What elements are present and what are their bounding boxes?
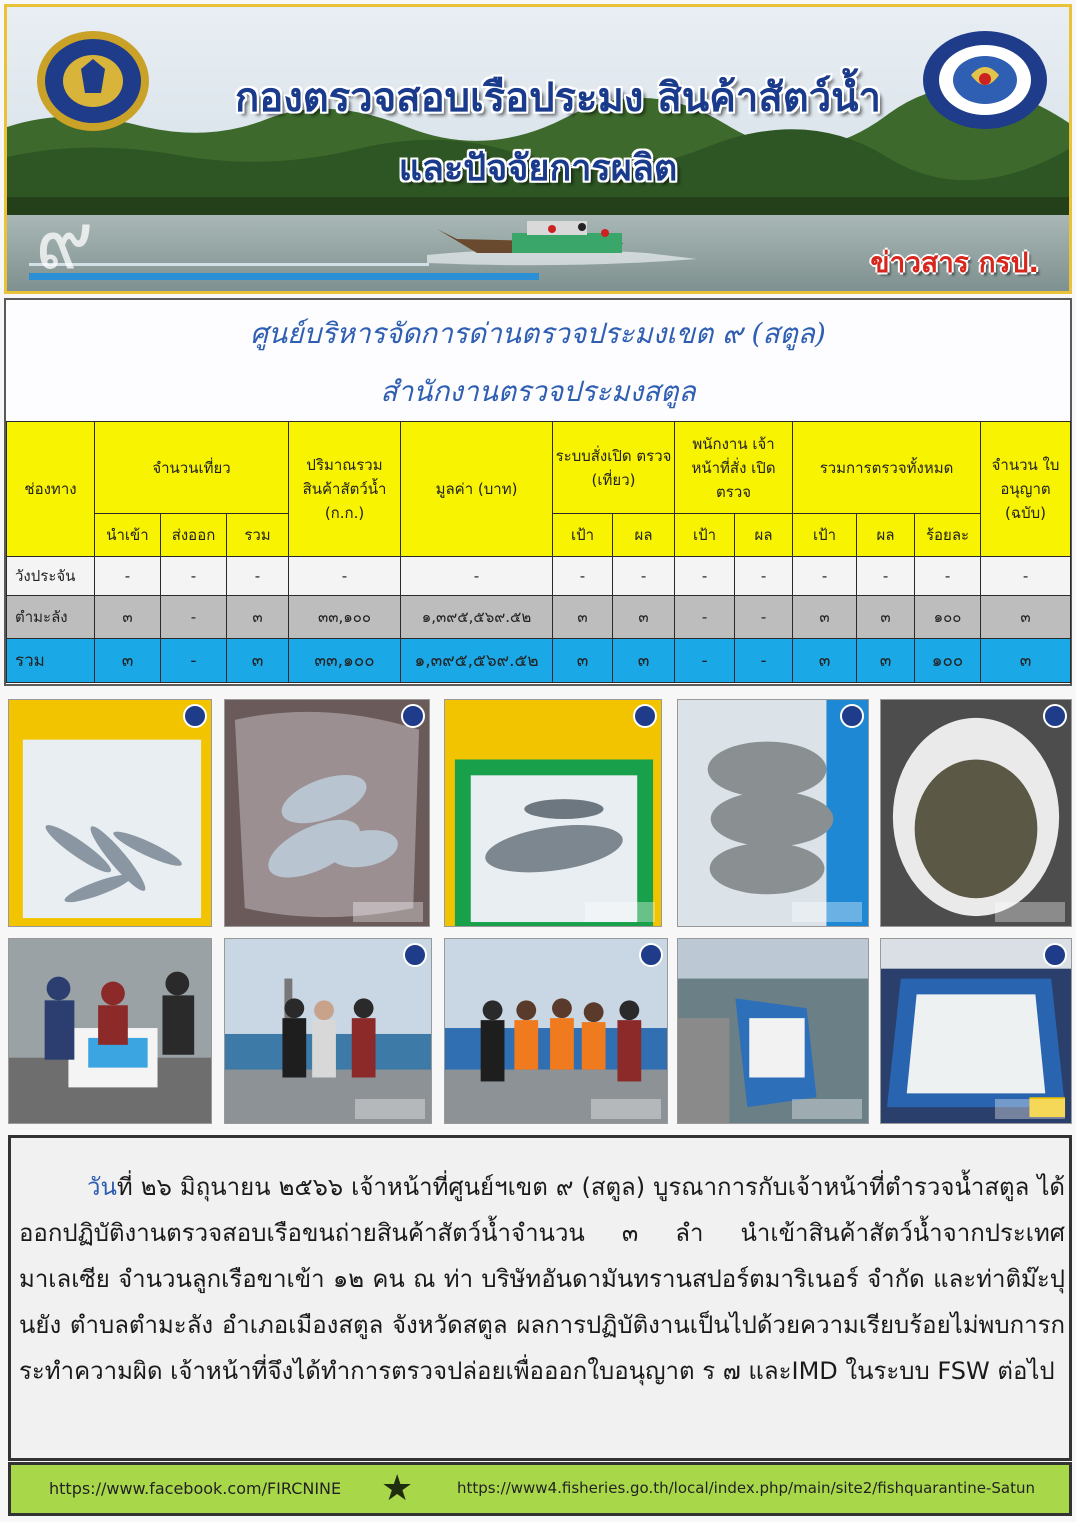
table-cell: ๓ bbox=[95, 639, 161, 683]
col-system-target: เป้า bbox=[553, 514, 613, 557]
col-channel: ช่องทาง bbox=[7, 422, 95, 557]
table-cell: - bbox=[981, 557, 1071, 596]
col-value: มูลค่า (บาท) bbox=[401, 422, 553, 557]
inspection-stats-table bbox=[6, 421, 1071, 683]
table-cell: ๓ bbox=[981, 596, 1071, 639]
col-total-result: ผล bbox=[857, 514, 915, 557]
table-cell: - bbox=[915, 557, 981, 596]
table-cell: ๑,๓๙๕,๕๖๙.๕๒ bbox=[401, 639, 553, 683]
col-quantity: ปริมาณรวม สินค้าสัตว์น้ำ (ก.ก.) bbox=[289, 422, 401, 557]
table-cell: ๓ bbox=[793, 639, 857, 683]
photo-boat-at-pier bbox=[677, 938, 869, 1124]
star-icon: ★ bbox=[381, 1468, 414, 1509]
table-cell: - bbox=[553, 557, 613, 596]
photo-fish-in-green-crate bbox=[444, 699, 662, 927]
photo-officers-with-crew bbox=[444, 938, 668, 1124]
photo-officers-document-handover-1 bbox=[224, 938, 432, 1124]
row-channel: รวม bbox=[7, 639, 95, 683]
table-cell: - bbox=[613, 557, 675, 596]
col-system-result: ผล bbox=[613, 514, 675, 557]
col-trips-import: นำเข้า bbox=[95, 514, 161, 557]
table-cell: ๓ bbox=[793, 596, 857, 639]
table-cell: - bbox=[735, 596, 793, 639]
col-officer-result: ผล bbox=[735, 514, 793, 557]
fishery-badge-icon bbox=[403, 943, 427, 967]
table-cell: - bbox=[161, 557, 227, 596]
region-numeral: ๙ bbox=[35, 194, 94, 287]
row-channel: ตำมะลัง bbox=[7, 596, 95, 639]
table-cell: ๓ bbox=[981, 639, 1071, 683]
col-total-inspect: รวมการตรวจทั้งหมด bbox=[793, 422, 981, 514]
fishery-badge-icon bbox=[639, 943, 663, 967]
timestamp-stamp bbox=[591, 1099, 661, 1119]
fishery-badge-icon bbox=[1043, 704, 1067, 728]
table-cell: - bbox=[675, 557, 735, 596]
table-row bbox=[7, 557, 1071, 596]
news-lead-word: วัน bbox=[87, 1173, 117, 1201]
news-text-box bbox=[8, 1135, 1072, 1461]
photo-officers-inspecting-box bbox=[8, 938, 212, 1124]
photo-fish-in-plastic-bag bbox=[224, 699, 430, 927]
col-trips-total: รวม bbox=[227, 514, 289, 557]
center-title: ศูนย์บริหารจัดการด่านตรวจประมงเขต ๙ (สตูล) bbox=[250, 317, 826, 350]
col-total-percent: ร้อยละ bbox=[915, 514, 981, 557]
row-channel: วังประจัน bbox=[7, 557, 95, 596]
table-cell: ๑,๓๙๕,๕๖๙.๕๒ bbox=[401, 596, 553, 639]
photo-clams-in-sack bbox=[880, 699, 1072, 927]
fishery-badge-icon bbox=[183, 704, 207, 728]
banner-title-line-1: กองตรวจสอบเรือประมง สินค้าสัตว์น้ำ bbox=[235, 75, 881, 121]
table-cell: ๓ bbox=[613, 639, 675, 683]
table-cell: - bbox=[401, 557, 553, 596]
table-total-row bbox=[7, 639, 1071, 683]
col-officer-inspect: พนักงาน เจ้าหน้าที่สั่ง เปิดตรวจ bbox=[675, 422, 793, 514]
table-cell: - bbox=[857, 557, 915, 596]
table-cell: ๓ bbox=[857, 639, 915, 683]
fishery-badge-icon bbox=[840, 704, 864, 728]
footer-bar bbox=[8, 1462, 1072, 1516]
col-system-inspect: ระบบสั่งเปิด ตรวจ (เที่ยว) bbox=[553, 422, 675, 514]
website-link[interactable]: https://www4.fisheries.go.th/local/index.php/main/site2/fishquarantine-Satun bbox=[457, 1479, 1035, 1497]
table-cell: - bbox=[161, 596, 227, 639]
timestamp-stamp bbox=[995, 1099, 1065, 1119]
table-cell: ๓ bbox=[227, 639, 289, 683]
table-cell: - bbox=[735, 557, 793, 596]
news-paragraph bbox=[19, 1164, 1065, 1394]
table-cell: ๑๐๐ bbox=[915, 639, 981, 683]
table-cell: - bbox=[95, 557, 161, 596]
table-cell: ๓ bbox=[227, 596, 289, 639]
timestamp-stamp bbox=[995, 902, 1065, 922]
col-trips-export: ส่งออก bbox=[161, 514, 227, 557]
table-cell: ๓๓,๑๐๐ bbox=[289, 639, 401, 683]
facebook-link[interactable]: https://www.facebook.com/FIRCNINE bbox=[49, 1479, 342, 1498]
table-cell: ๓ bbox=[553, 639, 613, 683]
table-cell: ๓ bbox=[613, 596, 675, 639]
photo-boat-cargo-hold bbox=[880, 938, 1072, 1124]
table-cell: - bbox=[161, 639, 227, 683]
news-label: ข่าวสาร กรป. bbox=[870, 246, 1039, 279]
photo-three-fish-on-ice bbox=[677, 699, 869, 927]
photo-fish-in-yellow-crate bbox=[8, 699, 212, 927]
table-header-row bbox=[7, 422, 1071, 514]
table-cell: - bbox=[675, 596, 735, 639]
header-banner bbox=[4, 4, 1072, 294]
office-title: สำนักงานตรวจประมงสตูล bbox=[380, 375, 696, 408]
banner-title-line-2: และปัจจัยการผลิต bbox=[398, 148, 678, 189]
table-cell: ๓ bbox=[553, 596, 613, 639]
col-trips: จำนวนเที่ยว bbox=[95, 422, 289, 514]
timestamp-stamp bbox=[355, 1099, 425, 1119]
news-body: ที่ ๒๖ มิถุนายน ๒๕๖๖ เจ้าหน้าที่ศูนย์ฯเขต ๙ (สตูล) บูรณาการกับเจ้าหน้าที่ตำรวจน้ำสตูล ได้ออกปฏิบัติงานตรวจสอบเรือขนถ่ายสินค้าสัตว์น้ำจำนวน ๓ ลำ นำเข้าสินค้าสัตว์น้ำจากประเทศมาเลเซีย จำนวนลูกเรือขาเข้า ๑๒ คน ณ ท่า บริษัทอันดามันทรานสปอร์ตมาริเนอร์ จำกัด และท่าติม๊ะปุนยัง ตำบลตำมะลัง อำเภอเมืองสตูล จังหวัดสตูล ผลการปฏิบัติงานเป็นไปด้วยความเรียบร้อยไม่พบการกระทำความผิด เจ้าหน้าที่จึงได้ทำการตรวจปล่อยเพื่อออกใบอนุญาต ร ๗ และIMD ในระบบ FSW ต่อไป bbox=[19, 1173, 1065, 1385]
fishery-badge-icon bbox=[401, 704, 425, 728]
table-cell: - bbox=[735, 639, 793, 683]
col-officer-target: เป้า bbox=[675, 514, 735, 557]
timestamp-stamp bbox=[353, 902, 423, 922]
table-cell: - bbox=[227, 557, 289, 596]
table-cell: - bbox=[793, 557, 857, 596]
timestamp-stamp bbox=[585, 902, 655, 922]
timestamp-stamp bbox=[792, 1099, 862, 1119]
col-total-target: เป้า bbox=[793, 514, 857, 557]
timestamp-stamp bbox=[792, 902, 862, 922]
table-cell: ๓ bbox=[857, 596, 915, 639]
table-cell: ๓๓,๑๐๐ bbox=[289, 596, 401, 639]
fishery-badge-icon bbox=[1043, 943, 1067, 967]
table-cell: ๓ bbox=[95, 596, 161, 639]
fishery-badge-icon bbox=[633, 704, 657, 728]
table-cell: ๑๐๐ bbox=[915, 596, 981, 639]
col-permits: จำนวน ใบอนุญาต (ฉบับ) bbox=[981, 422, 1071, 557]
table-cell: - bbox=[675, 639, 735, 683]
table-row bbox=[7, 596, 1071, 639]
table-cell: - bbox=[289, 557, 401, 596]
